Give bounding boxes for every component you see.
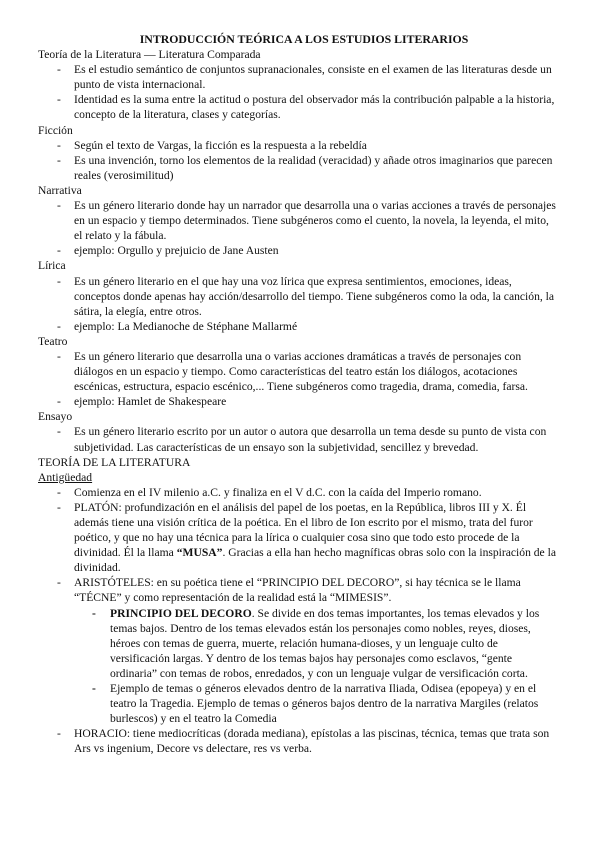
list-item: - ARISTÓTELES: en su poética tiene el “PRINCIPIO DEL DECORO”, si hay técnica se le llama “TÉCNE” y como representación de la realidad está la “MIMESIS”. [38, 575, 560, 605]
list-item: - Ejemplo de temas o géneros elevados dentro de la narrativa Iliada, Odisea (epopeya) y en el teatro la Tragedia. Ejemplo de temas o géneros bajos dentro de la narrativa Margiles (relatos burlescos) y en el teatro la Comedia [38, 681, 560, 726]
heading-ensayo: Ensayo [38, 410, 73, 424]
list-lirica [38, 274, 560, 334]
list-item: - Comienza en el IV milenio a.C. y finaliza en el V d.C. con la caída del Imperio romano. [38, 485, 560, 500]
list-item: - Es un género literario donde hay un narrador que desarrolla una o varias acciones a través de personajes en un espacio y tiempo determinados. Tiene subgéneros como el cuento, la novela, la leyenda, el mito, el relato y la fábula. [38, 198, 560, 243]
heading-teoria-comparada: Teoría de la Literatura — Literatura Comparada [38, 48, 261, 62]
list-ensayo [38, 424, 560, 454]
list-item: - HORACIO: tiene mediocríticas (dorada mediana), epístolas a las piscinas, técnica, temas que trata son Ars vs ingenium, Decore vs delectare, res vs verba. [38, 726, 560, 756]
heading-ficcion: Ficción [38, 123, 73, 137]
list-item: - ejemplo: Hamlet de Shakespeare [38, 394, 560, 409]
list-item: - Es un género literario escrito por un autor o autora que desarrolla un tema desde su punto de vista con subjetividad. Las características de un ensayo son la subjetividad, sencillez y brevedad. [38, 424, 560, 454]
platon-text-end: . Gracias a ella han hecho magníficas obras solo con la inspiración de la divinidad. [74, 546, 556, 575]
list-item-platon [38, 500, 560, 575]
list-antiguedad [38, 485, 560, 757]
list-item: - ejemplo: Orgullo y prejuicio de Jane Austen [38, 243, 560, 258]
musa-bold: “MUSA” [176, 546, 223, 560]
heading-lirica: Lírica [38, 259, 66, 273]
subheading-antiguedad: Antigüedad [38, 470, 93, 484]
list-item: - Es el estudio semántico de conjuntos supranacionales, consiste en el examen de las literaturas desde un punto de vista internacional. [38, 62, 560, 92]
list-item-decoro [38, 606, 560, 681]
heading-teatro: Teatro [38, 334, 68, 348]
list-item: - ejemplo: La Medianoche de Stéphane Mallarmé [38, 319, 560, 334]
list-item: - Es un género literario en el que hay una voz lírica que expresa sentimientos, emociones, ideas, conceptos donde apenas hay acción/desarrollo del tiempo. Tiene subgéneros como la oda, la canción, la sátira, la elegía, entre otros. [38, 274, 560, 319]
list-item: - Según el texto de Vargas, la ficción es la respuesta a la rebeldía [38, 138, 560, 153]
nested-list-wrapper [38, 606, 560, 727]
heading-teoria-literatura: TEORÍA DE LA LITERATURA [38, 455, 191, 469]
decoro-bold: PRINCIPIO DEL DECORO [110, 606, 252, 620]
heading-narrativa: Narrativa [38, 183, 82, 197]
decoro-text: . Se divide en dos temas importantes, los temas elevados y los temas bajos. Dentro de los temas elevados están los personajes como nobles, reyes, dioses, héroes con temas de guerra, muerte, relación humana-dioses, y un lenguaje culto de versificación largas. Y dentro de los temas bajos hay personajes como esclavos, “gente ordinaria” con temas de robos, enredados, y con un lenguaje vulgar de versificación corta. [110, 606, 540, 680]
list-item: - Es una invención, torno los elementos de la realidad (veracidad) y añade otros imaginarios que parecen reales (verosimilitud) [38, 153, 560, 183]
list-ficcion [38, 138, 560, 183]
list-teatro [38, 349, 560, 409]
document-title: INTRODUCCIÓN TEÓRICA A LOS ESTUDIOS LITERARIOS [139, 32, 469, 46]
list-decoro [38, 606, 560, 727]
list-teoria-comparada [38, 62, 560, 122]
platon-text: PLATÓN: profundización en el análisis del papel de los poetas, en la República, libros III y X. Él además tiene una visión crítica de la poética. En el libro de Ion escrito por el mismo, trata del furor poético, y que no hay una técnica para la lírica o cualquier cosa sino que todo esto procede de la divinidad. Él la llama [74, 500, 533, 560]
list-item: - Identidad es la suma entre la actitud o postura del observador más la contribución palpable a la historia, concepto de la literatura, clases y categorías. [38, 92, 560, 122]
list-item: - Es un género literario que desarrolla una o varias acciones dramáticas a través de personajes con diálogos en un espacio y tiempo. Como características del teatro están los diálogos, acotaciones escénicas, estructura, espacio escénico,... Tiene subgéneros como tragedia, drama, comedia, farsa. [38, 349, 560, 394]
list-narrativa [38, 198, 560, 258]
